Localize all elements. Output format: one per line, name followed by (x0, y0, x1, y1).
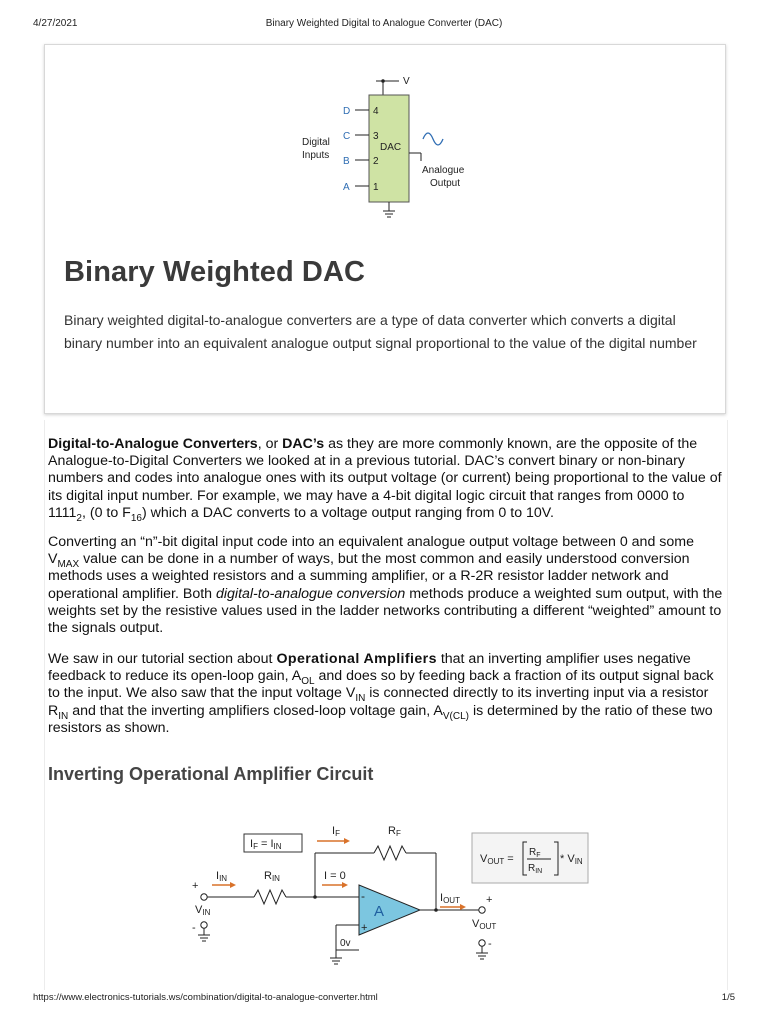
noninverting-input-sign: + (361, 922, 368, 934)
print-date: 4/27/2021 (33, 18, 78, 29)
dac-diagram (295, 71, 495, 221)
vin-label: VIN (195, 904, 211, 917)
left-rule (44, 420, 45, 990)
intro-text: Binary weighted digital-to-analogue converters are a type of data converter which converts a digital binary number into an equivalent analogue output signal proportional to the value of the digital number (64, 312, 697, 351)
vin-plus: + (192, 880, 199, 892)
current-equality-label: IF = IIN (250, 838, 282, 851)
section-heading: Inverting Operational Amplifier Circuit (48, 764, 374, 784)
iin-label: IIN (216, 870, 228, 883)
formula-rhs: * VIN (560, 853, 583, 866)
zero-volt-label: 0v (340, 938, 351, 949)
supply-label: V (403, 76, 410, 87)
formula-denominator: $R_{IN}$ (528, 863, 543, 875)
digital-label: Digital (302, 137, 330, 148)
inverting-input-sign: - (361, 889, 365, 903)
output-label: Output (430, 178, 461, 189)
print-header (33, 18, 735, 32)
print-footer (33, 992, 735, 1006)
paragraph-3: We saw in our tutorial section about Operational Amplifiers that an inverting amplifier uses negative feedback to reduce its open-loop gain, $A_{OL}$ and does so by feeding back a fraction of its output signal back to the input. We also saw that the input voltage $V_{IN}$ is connected directly to its inverting input via a resistor $R_{IN}$ and that the inverting amplifiers closed-loop voltage gain, $A_{V(CL)}$ is determined by the ratio of these two resistors as shown. (48, 651, 714, 736)
opamp-triangle (359, 885, 420, 935)
vout-minus: - (488, 938, 492, 950)
rf-resistor (374, 846, 406, 860)
article-body (44, 420, 728, 990)
input-d-label: D (343, 106, 351, 117)
if-arrow-icon (344, 838, 350, 844)
pin-2: 2 (373, 156, 379, 167)
rin-label: RIN (264, 870, 280, 883)
zero-current-arrow-icon (342, 882, 348, 888)
page-url[interactable]: https://www.electronics-tutorials.ws/combination/digital-to-analogue-converter.html (33, 992, 378, 1003)
pin-3: 3 (373, 131, 379, 142)
paragraph-2: Converting an “n”-bit digital input code into an equivalent analogue output voltage between 0 and some $V_{MAX}$ value can be done in a number of ways, but the most common and easily understood conversion methods uses a weighted resistors and a summing amplifier, or a R-2R resistor ladder network and operational amplifier. Both digital-to-analogue conversion methods produce a weighted sum output, with the weights set by the resistive values used in the ladder networks contributing a different “weighted” amount to the signals output. (48, 534, 723, 637)
iout-arrow-icon (460, 904, 466, 910)
page-number: 1/5 (721, 992, 735, 1003)
dac-term: Digital-to-Analogue Converters (48, 436, 258, 452)
iin-arrow-icon (230, 882, 236, 888)
pin-4: 4 (373, 106, 379, 117)
formula-lhs: VOUT = (480, 853, 514, 866)
vin-minus: - (192, 922, 196, 934)
inverting-opamp-circuit (184, 815, 604, 985)
vout-plus: + (486, 894, 493, 906)
rin-resistor (254, 890, 286, 904)
input-b-label: B (343, 156, 350, 167)
operational-amplifiers-link[interactable]: Operational Amplifiers (276, 651, 437, 667)
analogue-label: Analogue (422, 165, 465, 176)
conversion-term: digital-to-analogue conversion (215, 585, 406, 602)
inputs-label: Inputs (302, 150, 330, 161)
vout-label: VOUT (472, 918, 497, 931)
zero-current-label: I = 0 (324, 870, 346, 882)
pin-1: 1 (373, 182, 379, 193)
vin-terminal (201, 894, 207, 900)
amp-label: A (374, 903, 385, 920)
vout-terminal (479, 907, 485, 913)
if-label: IF (332, 825, 340, 838)
iout-label: IOUT (440, 892, 460, 905)
page-title: Binary Weighted DAC (64, 256, 366, 288)
right-rule (727, 420, 728, 990)
input-c-label: C (343, 131, 351, 142)
chip-label: DAC (380, 142, 402, 153)
input-a-label: A (343, 182, 350, 193)
dacs-term: DAC’s (282, 436, 325, 452)
print-title: Binary Weighted Digital to Analogue Converter (DAC) (265, 18, 503, 29)
formula-numerator: $R_F$ (529, 847, 541, 859)
sine-wave-icon (423, 133, 443, 145)
paragraph-1: Digital-to-Analogue Converters, or DAC’s as they are more commonly known, are the opposite of the Analogue-to-Digital Converters we looked at in a previous tutorial. DAC’s convert binary or non-binary numbers and codes into analogue ones with its output voltage (or current) being proportional to the value of its digital input number. For example, we may have a 4-bit digital logic circuit that ranges from 0000 to $1111_2$, (0 to $F_{16}$) which a DAC converts to a voltage output ranging from 0 to 10V. (48, 436, 722, 524)
rf-label: RF (388, 825, 401, 838)
intro-card (44, 44, 726, 414)
